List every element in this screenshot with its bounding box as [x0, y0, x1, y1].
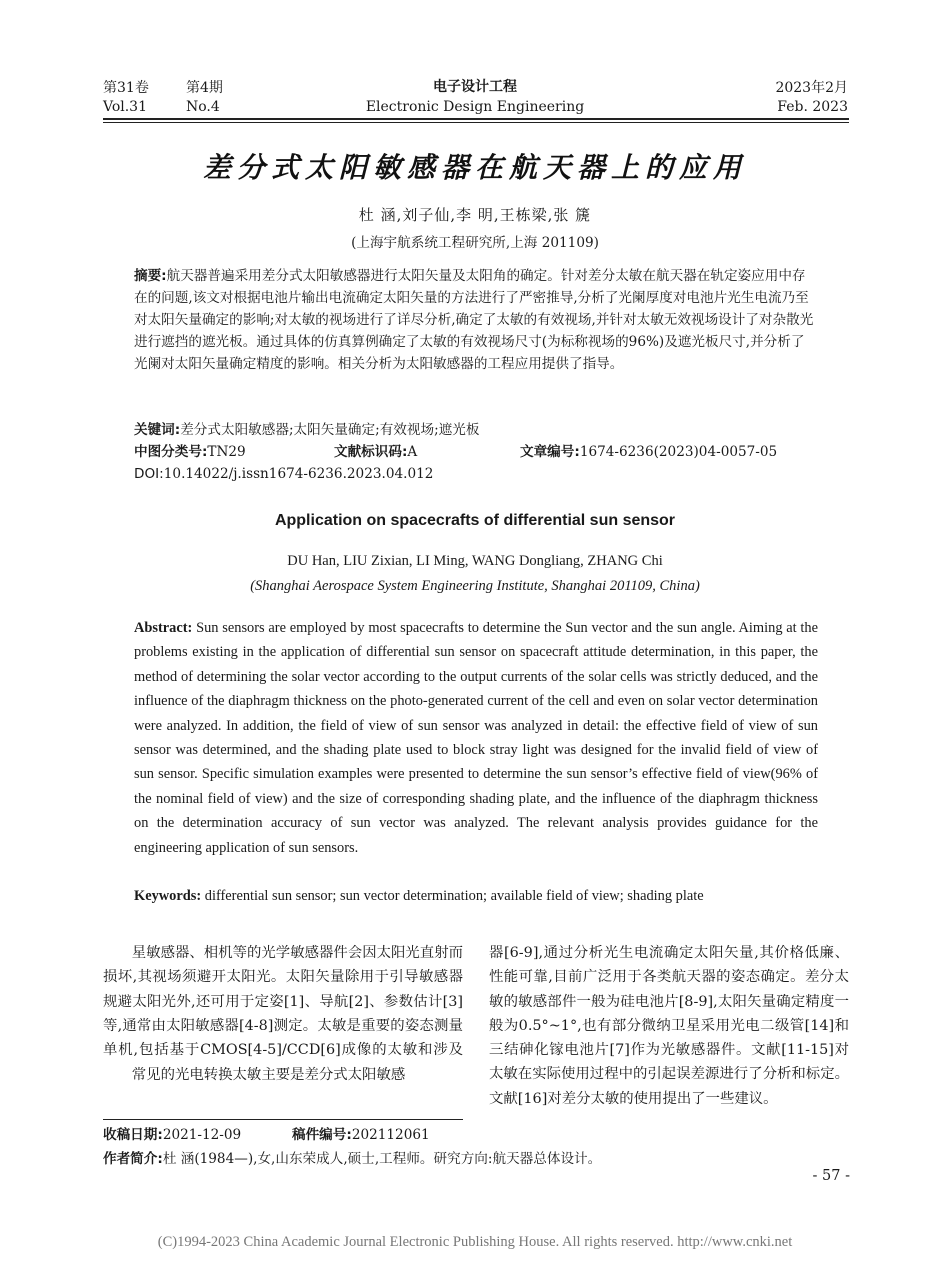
- manuscript-number: [292, 1125, 430, 1145]
- keywords-en: [134, 884, 818, 908]
- body-left-paragraph-2: 常见的光电转换太敏主要是差分式太阳敏感: [131, 1067, 406, 1083]
- header-volume-en: Vol.31: [103, 99, 147, 115]
- bio-text: 杜 涵(1984—),女,山东荣成人,硕士,工程师。研究方向:航天器总体设计。: [162, 1151, 602, 1167]
- header-date-cn: 2023年2月: [775, 80, 848, 96]
- header-volume-cn: 第31卷: [103, 80, 149, 96]
- body-left-paragraph-1: 星敏感器、相机等的光学敏感器件会因太阳光直射而损坏,其视场须避开太阳光。太阳矢量除用于引导敏感器规避太阳光外,还可用于定姿[1]、导航[2]、参数估计[3]等,通常由太阳敏感器[4-8]测定。太敏是重要的姿态测量单机,包括基于CMOS[4-5]/CCD[6]成像的太敏和涉及: [103, 945, 463, 1059]
- keywords-cn: [134, 419, 818, 441]
- header-journal-cn: 电子设计工程: [433, 79, 517, 95]
- page-number: - 57 -: [812, 1168, 850, 1184]
- header-issue-en: No.4: [186, 99, 220, 115]
- doc-value: A: [407, 444, 418, 460]
- abstract-en-label: Abstract:: [134, 620, 193, 636]
- body-right-paragraph-1: 器[6-9],通过分析光生电流确定太阳矢量,其价格低廉、性能可靠,目前广泛用于各类航天器的姿态确定。差分太敏的敏感部件一般为硅电池片[8-9],太阳矢量确定精度一般为0.5°~1°,也有部分微纳卫星采用光电二级管[14]和三结砷化镓电池片[7]作为光敏感器件。文献[11-15]对太敏在实际使用过程中的引起误差源进行了分析和标定。文献[16]对差分太敏的使用提出了一些建议。: [489, 945, 849, 1107]
- received-date: [103, 1125, 241, 1145]
- header-date-en: Feb. 2023: [777, 99, 848, 115]
- article-value: 1674-6236(2023)04-0057-05: [579, 444, 778, 460]
- clc-label: 中图分类号:: [134, 444, 208, 460]
- clc-value: TN29: [207, 444, 246, 460]
- footnote-rule: [103, 1119, 463, 1120]
- header-rule-thick: [103, 118, 849, 120]
- header-issue-cn: 第4期: [186, 80, 223, 96]
- keywords-cn-text: 差分式太阳敏感器;太阳矢量确定;有效视场;遮光板: [180, 422, 480, 438]
- copyright-line: (C)1994-2023 China Academic Journal Electronic Publishing House. All rights reserved. http://www.cnki.net: [157, 1234, 793, 1250]
- doc-label: 文献标识码:: [334, 444, 408, 460]
- doc-code: [334, 441, 534, 463]
- authors-cn: 杜 涵,刘子仙,李 明,王栋梁,张 篪: [358, 206, 592, 224]
- article-number: [520, 441, 820, 463]
- article-label: 文章编号:: [520, 444, 580, 460]
- received-value: 2021-12-09: [162, 1127, 242, 1143]
- keywords-cn-label: 关键词:: [134, 422, 181, 438]
- abstract-cn-text: 航天器普遍采用差分式太阳敏感器进行太阳矢量及太阳角的确定。针对差分太敏在航天器在轨定姿应用中存在的问题,该文对根据电池片输出电流确定太阳矢量的方法进行了严密推导,分析了光阑厚度对电池片光生电流乃至对太阳矢量确定的影响;对太敏的视场进行了详尽分析,确定了太敏的有效视场,并针对太敏无效视场设计了对杂散光进行遮挡的遮光板。通过具体的仿真算例确定了太敏的有效视场尺寸(为标称视场的96%)及遮光板尺寸,并分析了光阑对太阳矢量确定精度的影响。相关分析为太阳敏感器的工程应用提供了指导。: [134, 268, 814, 372]
- doi-value: 10.14022/j.issn1674-6236.2023.04.012: [163, 466, 434, 482]
- title-cn: 差分式太阳敏感器在航天器上的应用: [202, 151, 747, 184]
- bio-label: 作者简介:: [103, 1151, 163, 1167]
- received-label: 收稿日期:: [103, 1127, 163, 1143]
- title-en: Application on spacecrafts of differential sun sensor: [274, 512, 676, 529]
- doi: [134, 463, 818, 485]
- abstract-cn-label: 摘要:: [134, 268, 167, 284]
- header-journal-en: Electronic Design Engineering: [365, 99, 585, 115]
- doi-label: DOI:: [134, 466, 164, 482]
- ms-label: 稿件编号:: [292, 1127, 352, 1143]
- ms-value: 202112061: [351, 1127, 430, 1143]
- abstract-cn: [134, 265, 818, 421]
- affiliation-en: (Shanghai Aerospace System Engineering Institute, Shanghai 201109, China): [250, 578, 700, 594]
- author-bio: [103, 1149, 849, 1169]
- authors-en: DU Han, LIU Zixian, LI Ming, WANG Dongliang, ZHANG Chi: [287, 553, 663, 569]
- keywords-en-text: differential sun sensor; sun vector determination; available field of view; shading plate: [204, 888, 704, 904]
- abstract-en: [134, 616, 818, 884]
- header-rule-thin: [103, 122, 849, 123]
- affiliation-cn: (上海宇航系统工程研究所,上海 201109): [351, 235, 599, 251]
- abstract-en-text: Sun sensors are employed by most spacecrafts to determine the Sun vector and the sun angle. Aiming at the problems existing in the application of differential sun sensor on spacecraft attitude determination, in this paper, the method of determining the solar vector according to the output currents of the solar cells was strictly deduced, and the influence of the diaphragm thickness on the photo-generated current of the cell and even on solar vector determination were analyzed. In addition, the field of view of sun sensor was analyzed in detail: the effective field of view of sun sensor was determined, and the shading plate used to block stray light was designed for the invalid field of view of sun sensor. Specific simulation examples were presented to determine the sun sensor’s effective field of view(96% of the nominal field of view) and the size of corresponding shading plate, and the influence of the diaphragm thickness on the determination accuracy of sun vector was analyzed. The relevant analysis provides guidance for the engineering application of sun sensors.: [134, 620, 818, 856]
- keywords-en-label: Keywords:: [134, 888, 202, 904]
